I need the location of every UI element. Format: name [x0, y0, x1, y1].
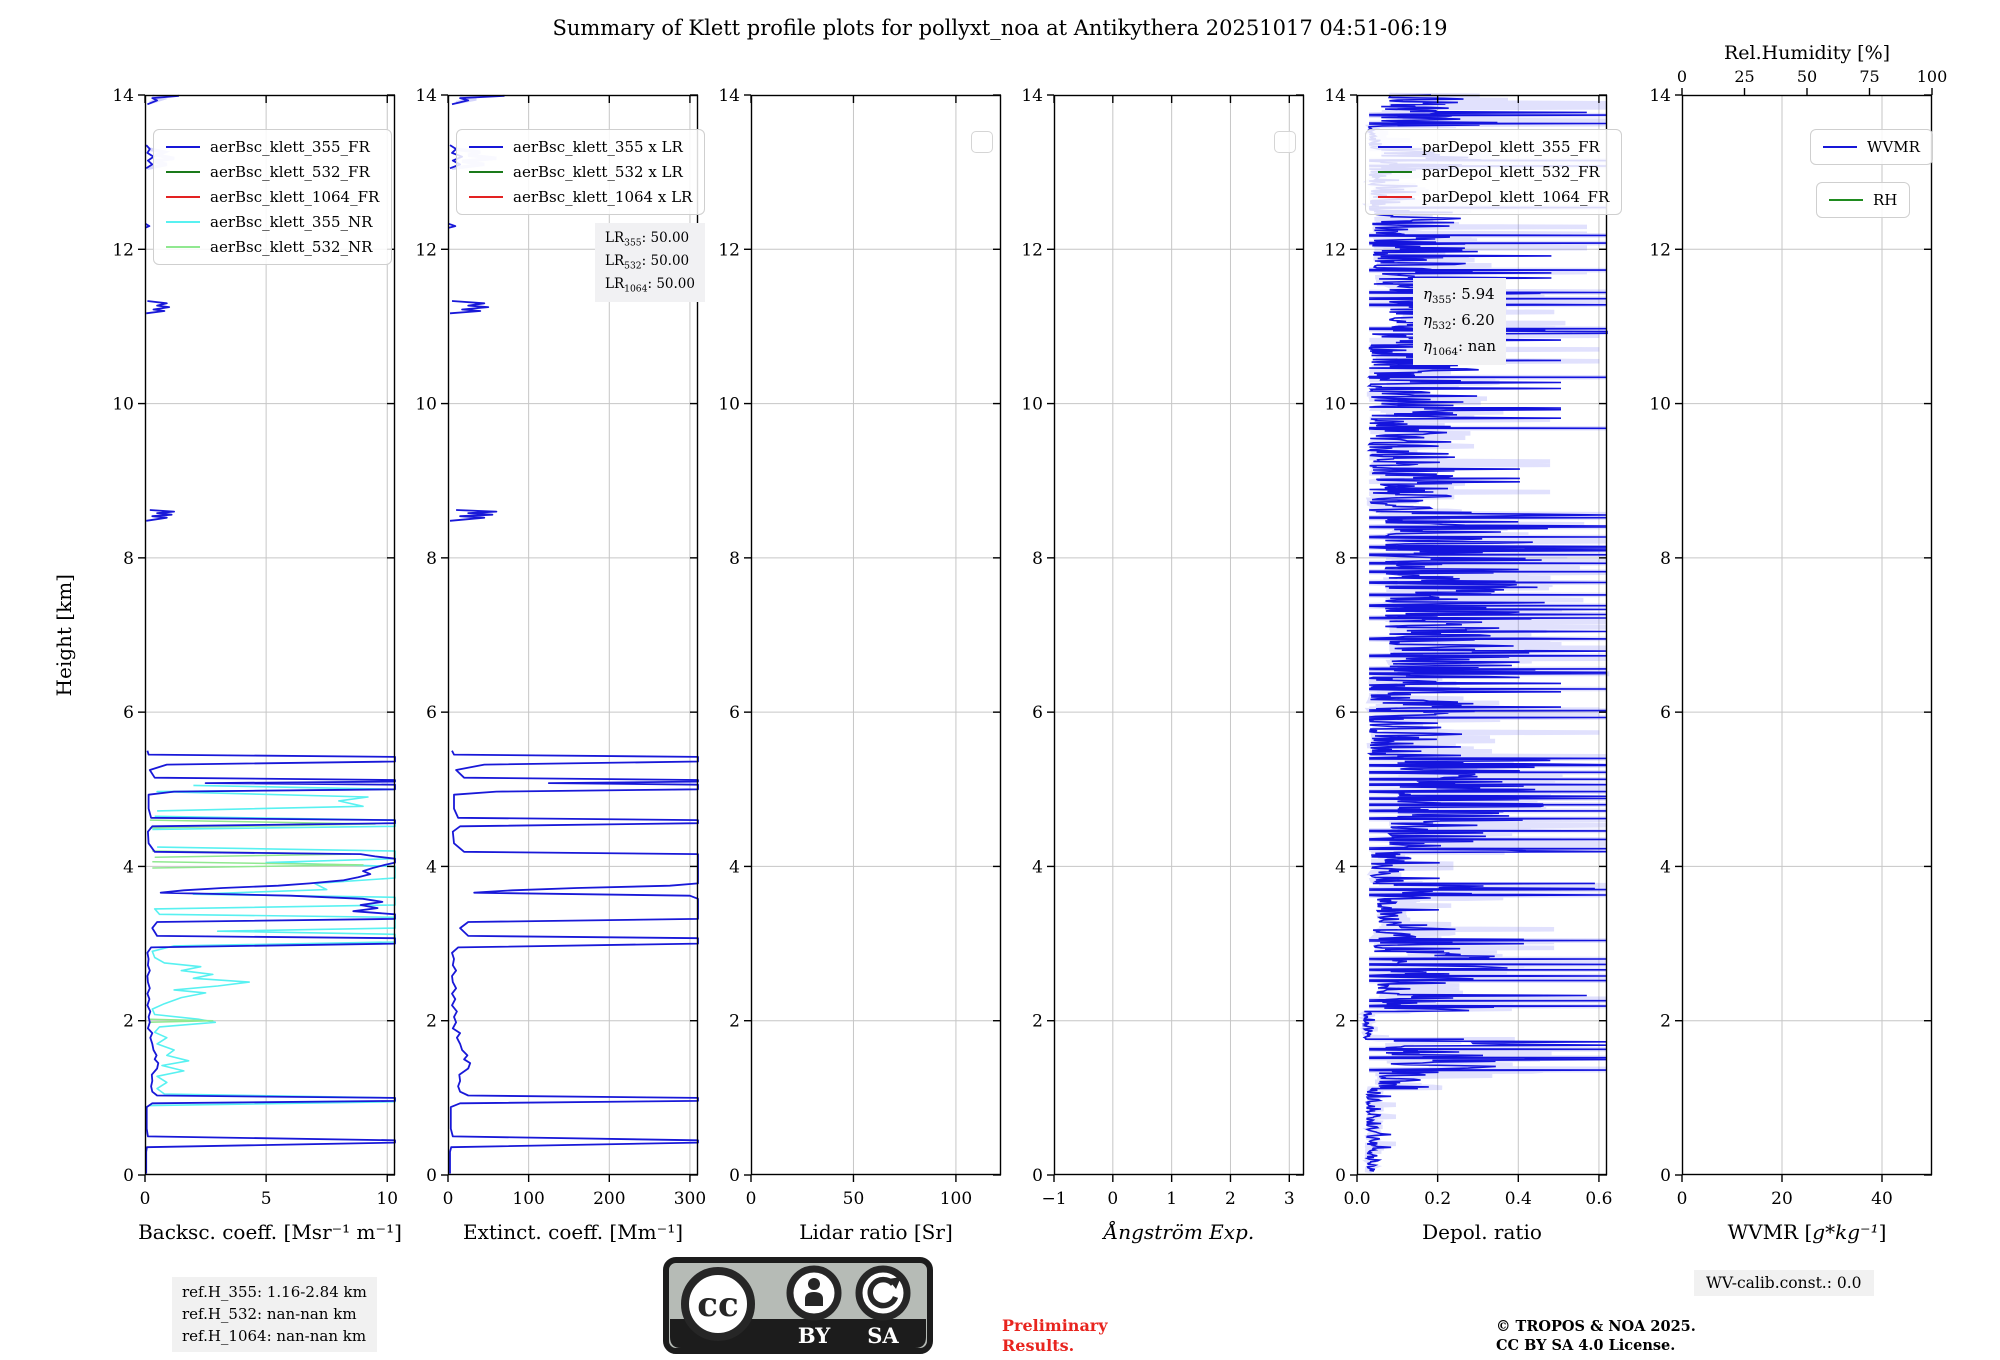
y-tick-label: 10: [1021, 394, 1043, 415]
legend-label: aerBsc_klett_355 x LR: [513, 138, 683, 156]
legend-line-sample: [469, 171, 503, 173]
y-tick-label: 2: [426, 1011, 437, 1032]
x-tick-label: 0.0: [1343, 1189, 1371, 1209]
x-tick-label: 5: [260, 1189, 272, 1209]
y-tick-label: 8: [1335, 548, 1346, 569]
wv-calib-annotation: WV-calib.const.: 0.0: [1694, 1270, 1874, 1296]
cc-by-sa-badge: [662, 1256, 934, 1359]
plot-depol: [1324, 86, 1613, 1244]
y-tick-label: 6: [1660, 703, 1671, 724]
legend-label: parDepol_klett_1064_FR: [1422, 188, 1610, 206]
x-axis-label: Depol. ratio: [1422, 1220, 1542, 1244]
x-tick-label: 0.6: [1585, 1189, 1613, 1209]
top-tick-label: 50: [1796, 67, 1818, 86]
legend-label: aerBsc_klett_532_NR: [210, 238, 373, 256]
y-tick-label: 14: [718, 86, 740, 106]
plot-annotation: [595, 223, 705, 302]
plot-angstrom: [1021, 86, 1304, 1244]
ref-h-532: ref.H_532: nan-nan km: [182, 1304, 357, 1323]
y-tick-label: 4: [729, 857, 740, 878]
y-tick-label: 10: [718, 394, 740, 415]
x-tick-label: 0.2: [1424, 1189, 1452, 1209]
annotation-line: $\eta_{355}$: 5.94: [1423, 285, 1495, 306]
legend-line-sample: [1829, 199, 1863, 201]
plot-backsc: [112, 86, 402, 1244]
legend-entry: [166, 188, 379, 206]
copyright-line1: © TROPOS & NOA 2025.: [1496, 1318, 1696, 1335]
legend-label: aerBsc_klett_355_FR: [210, 138, 370, 156]
legend-depol: [1365, 129, 1622, 215]
x-axis-label: Lidar ratio [Sr]: [799, 1220, 953, 1244]
plot-wvmr: [1649, 42, 1948, 1244]
y-tick-label: 6: [1335, 703, 1346, 724]
top-tick-label: 75: [1859, 67, 1880, 86]
annotation-line: $LR_{1064}$: 50.00: [605, 275, 695, 295]
x-tick-label: 0.4: [1504, 1189, 1532, 1209]
y-tick-label: 10: [415, 394, 437, 415]
copyright-note: [1496, 1318, 1696, 1356]
preliminary-line1: Preliminary: [1002, 1316, 1108, 1335]
y-axis-label: Height [km]: [52, 573, 76, 697]
y-tick-label: 6: [1032, 703, 1043, 724]
legend-empty-lidar-ratio: [971, 131, 993, 153]
y-tick-label: 14: [1649, 86, 1671, 106]
legend-entry: [469, 163, 692, 181]
top-tick-label: 25: [1734, 67, 1755, 86]
x-tick-label: 40: [1871, 1189, 1893, 1209]
x-tick-label: 3: [1283, 1189, 1295, 1209]
top-tick-label: 0: [1676, 67, 1688, 86]
x-tick-label: 200: [593, 1189, 626, 1209]
y-tick-label: 8: [1660, 548, 1671, 569]
annotation-line: $LR_{355}$: 50.00: [605, 230, 690, 249]
legend-line-sample: [469, 196, 503, 198]
plot-lidar-ratio: [718, 86, 1001, 1244]
y-tick-label: 12: [1649, 240, 1671, 261]
x-tick-label: 100: [939, 1189, 973, 1209]
x-tick-label: 0: [139, 1189, 151, 1209]
by-person-head: [808, 1278, 820, 1290]
legend-line-sample: [1378, 146, 1412, 148]
y-tick-label: 4: [426, 857, 437, 878]
reference-height-annotation: [172, 1277, 377, 1352]
legend-entry: [1829, 191, 1897, 209]
y-tick-label: 2: [1660, 1011, 1671, 1032]
x-tick-label: 0: [745, 1189, 757, 1209]
cc-badge-graphic: [662, 1256, 934, 1355]
y-tick-label: 10: [112, 394, 134, 415]
y-tick-label: 12: [718, 240, 740, 261]
sa-label: SA: [867, 1323, 899, 1348]
y-tick-label: 14: [1021, 86, 1043, 106]
legend-entry: [469, 138, 692, 156]
y-tick-label: 0: [729, 1166, 740, 1186]
figure-title: Summary of Klett profile plots for pollyxt_noa at Antikythera 20251017 04:51-06:19: [552, 16, 1448, 40]
y-tick-label: 4: [1660, 857, 1671, 878]
x-tick-label: 300: [673, 1189, 707, 1209]
x-tick-label: 100: [512, 1189, 545, 1209]
x-tick-label: 0: [1676, 1189, 1688, 1209]
legend-empty-angstrom: [1274, 131, 1296, 153]
x-tick-label: 50: [842, 1189, 865, 1209]
y-tick-label: 12: [415, 240, 437, 261]
legend-label: aerBsc_klett_1064 x LR: [513, 188, 693, 206]
preliminary-line2: Results.: [1002, 1336, 1075, 1355]
y-tick-label: 6: [729, 703, 740, 724]
legend-entry: [166, 138, 379, 156]
y-tick-label: 12: [1021, 240, 1043, 261]
y-tick-label: 8: [123, 548, 134, 569]
x-tick-label: 2: [1225, 1189, 1236, 1209]
top-axis-label: Rel.Humidity [%]: [1723, 42, 1891, 64]
y-tick-label: 0: [1660, 1166, 1671, 1186]
x-tick-label: 0: [442, 1189, 454, 1209]
y-tick-label: 10: [1324, 394, 1346, 415]
y-tick-label: 10: [1649, 394, 1671, 415]
y-tick-label: 2: [1032, 1011, 1043, 1032]
legend-label: aerBsc_klett_1064_FR: [210, 188, 380, 206]
y-tick-label: 14: [1324, 86, 1346, 106]
y-tick-label: 12: [112, 240, 134, 261]
legend-entry: [166, 163, 379, 181]
legend-entry: [1378, 188, 1609, 206]
x-axis-label: Backsc. coeff. [Msr⁻¹ m⁻¹]: [138, 1220, 402, 1244]
y-tick-label: 4: [123, 857, 134, 878]
legend-entry: [1378, 138, 1609, 156]
legend-backsc: [153, 129, 392, 265]
cc-icon-text: cc: [697, 1285, 739, 1325]
legend-label: aerBsc_klett_532 x LR: [513, 163, 683, 181]
legend-line-sample: [1378, 171, 1412, 173]
legend-label: WVMR: [1867, 138, 1920, 156]
y-tick-label: 6: [426, 703, 437, 724]
y-tick-label: 2: [123, 1011, 134, 1032]
y-tick-label: 2: [729, 1011, 740, 1032]
legend-entry: [1823, 138, 1920, 156]
legend-label: aerBsc_klett_355_NR: [210, 213, 373, 231]
plot-extinct: [415, 86, 707, 1244]
x-tick-label: 20: [1771, 1189, 1793, 1209]
y-tick-label: 0: [123, 1166, 134, 1186]
y-tick-label: 0: [1032, 1166, 1043, 1186]
legend-line-sample: [1823, 146, 1857, 148]
legend-line-sample: [1378, 196, 1412, 198]
legend-label: aerBsc_klett_532_FR: [210, 163, 370, 181]
legend-rh: [1816, 182, 1910, 218]
plot-annotation: [1413, 278, 1506, 365]
x-tick-label: 1: [1166, 1189, 1178, 1209]
y-tick-label: 4: [1032, 857, 1043, 878]
legend-wvmr: [1810, 129, 1933, 165]
copyright-line2: CC BY SA 4.0 License.: [1496, 1336, 1676, 1354]
legend-entry: [1378, 163, 1609, 181]
x-axis-label: Extinct. coeff. [Mm⁻¹]: [462, 1220, 684, 1244]
preliminary-results-note: [1002, 1316, 1108, 1356]
x-axis-label: WVMR [g*kg⁻¹]: [1727, 1220, 1887, 1244]
legend-label: parDepol_klett_532_FR: [1422, 163, 1600, 181]
y-tick-label: 0: [1335, 1166, 1346, 1186]
legend-line-sample: [166, 171, 200, 173]
y-tick-label: 2: [1335, 1011, 1346, 1032]
legend-line-sample: [469, 146, 503, 148]
y-tick-label: 4: [1335, 857, 1346, 878]
top-tick-label: 100: [1916, 67, 1948, 86]
annotation-line: $LR_{532}$: 50.00: [605, 252, 690, 272]
by-person-body: [805, 1292, 823, 1306]
ref-h-1064: ref.H_1064: nan-nan km: [182, 1326, 367, 1345]
ref-h-355: ref.H_355: 1.16-2.84 km: [182, 1283, 367, 1301]
by-label: BY: [797, 1323, 831, 1348]
legend-label: parDepol_klett_355_FR: [1422, 138, 1600, 156]
legend-line-sample: [166, 246, 200, 248]
legend-entry: [166, 213, 379, 231]
legend-line-sample: [166, 196, 200, 198]
legend-entry: [166, 238, 379, 256]
x-axis-label: Ångström Exp.: [1103, 1220, 1255, 1244]
x-tick-label: 0: [1107, 1189, 1119, 1209]
legend-entry: [469, 188, 692, 206]
annotation-line: $\eta_{1064}$: nan: [1423, 336, 1497, 358]
legend-label: RH: [1873, 191, 1898, 209]
x-tick-label: −1: [1041, 1189, 1067, 1209]
y-tick-label: 12: [1324, 240, 1346, 261]
y-tick-label: 6: [123, 703, 134, 724]
y-tick-label: 8: [1032, 548, 1043, 569]
legend-extinct: [456, 129, 705, 215]
y-tick-label: 14: [415, 86, 437, 106]
legend-line-sample: [166, 221, 200, 223]
y-tick-label: 0: [426, 1166, 437, 1186]
x-tick-label: 10: [376, 1189, 399, 1209]
y-tick-label: 14: [112, 86, 134, 106]
y-tick-label: 8: [729, 548, 740, 569]
legend-line-sample: [166, 146, 200, 148]
y-tick-label: 8: [426, 548, 437, 569]
sa-arrow-icon: [859, 1269, 907, 1317]
annotation-line: $\eta_{532}$: 6.20: [1423, 310, 1495, 332]
